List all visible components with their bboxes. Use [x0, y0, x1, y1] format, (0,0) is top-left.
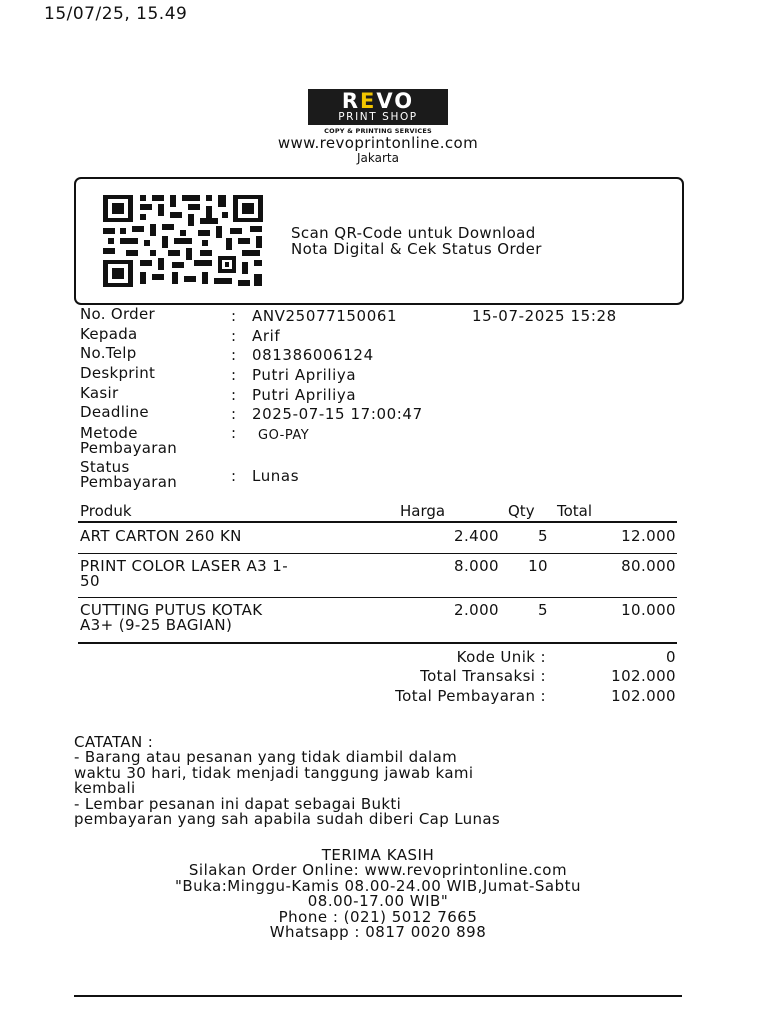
deskprint-value: Putri Apriliya: [252, 366, 357, 384]
order-datetime: 15-07-2025 15:28: [472, 307, 617, 325]
divider: [78, 642, 677, 644]
status-value: Lunas: [252, 467, 300, 485]
city: Jakarta: [357, 151, 399, 165]
table-row-total: 10.000: [621, 601, 676, 619]
deadline-label: Deadline: [80, 403, 149, 421]
divider: [78, 597, 677, 598]
metode-label: Metode Pembayaran: [80, 424, 177, 457]
table-row-harga: 2.000: [454, 601, 499, 619]
notes-section: [74, 735, 500, 827]
thank-you: TERIMA KASIH: [321, 846, 435, 864]
notes-title: CATATAN :: [74, 733, 154, 751]
website-url: www.revoprintonline.com: [277, 134, 479, 152]
no-order-value: ANV25077150061: [252, 307, 398, 325]
opening-hours-cont: 08.00-17.00 WIB": [307, 892, 449, 911]
revo-logo: [308, 89, 448, 125]
deskprint-label: Deskprint: [80, 364, 156, 382]
kasir-value: Putri Apriliya: [252, 386, 357, 404]
notes-line: - Barang atau pesanan yang tidak diambil dalam: [74, 748, 458, 767]
notelp-value: 081386006124: [252, 346, 374, 364]
logo-tagline: COPY & PRINTING SERVICES: [324, 127, 432, 135]
colon: :: [231, 327, 237, 345]
divider: [78, 521, 677, 523]
table-row-harga: 2.400: [454, 527, 499, 545]
colon: :: [231, 307, 237, 325]
table-row-total: 80.000: [621, 557, 676, 575]
colon: :: [231, 366, 237, 384]
logo-line2: PRINT SHOP: [338, 111, 418, 123]
colon: :: [231, 405, 237, 423]
notelp-label: No.Telp: [80, 344, 137, 362]
deadline-value: 2025-07-15 17:00:47: [252, 405, 423, 423]
qr-code-icon[interactable]: [102, 194, 264, 288]
notes-line: waktu 30 hari, tidak menjadi tanggung jawab kami: [74, 763, 474, 782]
colon: :: [231, 386, 237, 404]
table-row-name: PRINT COLOR LASER A3 1- 50: [80, 557, 289, 590]
col-total-header: Total: [557, 502, 593, 520]
table-row-total: 12.000: [621, 527, 676, 545]
qr-line-2: Nota Digital & Cek Status Order: [291, 240, 542, 258]
divider: [78, 553, 677, 554]
colon: :: [231, 467, 237, 485]
table-row-qty: 5: [538, 527, 548, 545]
notes-line: - Lembar pesanan ini dapat sebagai Bukti: [74, 794, 402, 813]
phone: Phone : (021) 5012 7665: [278, 907, 478, 926]
status-label: Status Pembayaran: [80, 458, 177, 491]
table-row-name: CUTTING PUTUS KOTAK A3+ (9-25 BAGIAN): [80, 601, 263, 634]
metode-value: GO-PAY: [258, 428, 310, 443]
total-transaksi-value: 102.000: [611, 667, 676, 685]
total-pembayaran-value: 102.000: [611, 687, 676, 705]
total-pembayaran-label: Total Pembayaran :: [395, 687, 546, 705]
no-order-label: No. Order: [80, 305, 155, 323]
footer: [60, 848, 696, 940]
notes-line: kembali: [74, 779, 136, 798]
colon: :: [231, 424, 237, 442]
whatsapp: Whatsapp : 0817 0020 898: [269, 923, 487, 942]
kepada-label: Kepada: [80, 325, 138, 343]
logo-wordmark: REVO: [341, 89, 415, 113]
table-row-qty: 5: [538, 601, 548, 619]
notes-line: pembayaran yang sah apabila sudah diberi Cap Lunas: [74, 810, 501, 829]
col-qty-header: Qty: [508, 502, 535, 520]
opening-hours: "Buka:Minggu-Kamis 08.00-24.00 WIB,Jumat-Sabtu: [174, 876, 582, 895]
total-transaksi-label: Total Transaksi :: [420, 667, 546, 685]
qr-line-1: Scan QR-Code untuk Download: [291, 224, 536, 242]
table-row-qty: 10: [528, 557, 548, 575]
qr-instructions: [291, 225, 542, 257]
kasir-label: Kasir: [80, 384, 119, 402]
table-row-name: ART CARTON 260 KN: [80, 527, 242, 545]
kepada-value: Arif: [252, 327, 281, 345]
colon: :: [231, 346, 237, 364]
order-online: Silakan Order Online: www.revoprintonline.com: [188, 861, 568, 880]
bottom-divider: [74, 995, 682, 997]
kode-unik-label: Kode Unik :: [456, 648, 546, 666]
print-timestamp: 15/07/25, 15.49: [44, 4, 188, 24]
col-harga-header: Harga: [400, 502, 446, 520]
kode-unik-value: 0: [666, 648, 676, 666]
table-row-harga: 8.000: [454, 557, 499, 575]
col-produk-header: Produk: [80, 502, 132, 520]
